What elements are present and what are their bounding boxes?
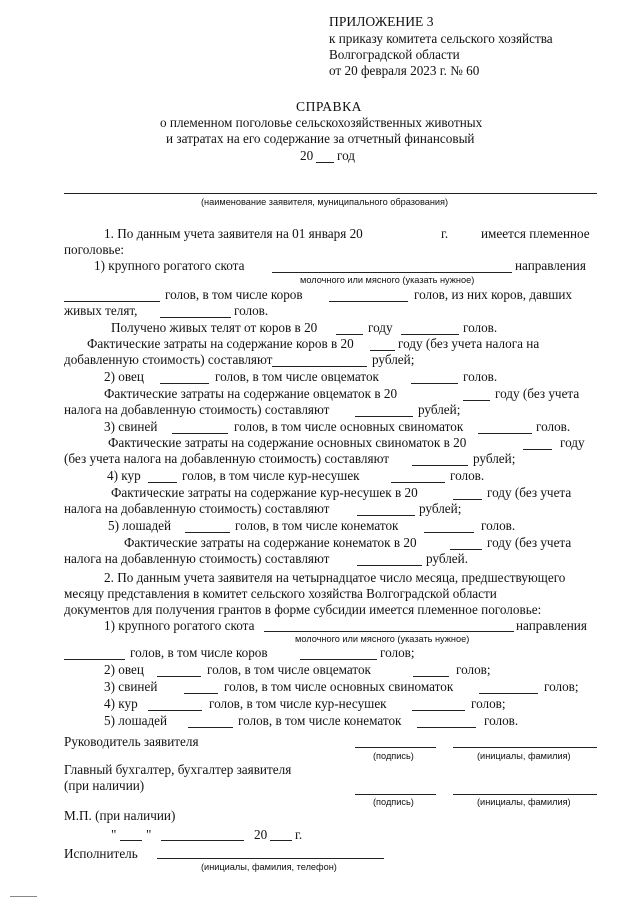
s2-horses-c: голов. [484,713,519,728]
s1-hens-b: голов, в том числе кур-несушек [182,468,360,483]
s1-hens-cost-a: Фактические затраты на содержание кур-несушек в 20 [111,485,418,500]
accountant-label-1: Главный бухгалтер, бухгалтер заявителя [64,762,292,777]
s1-calves-b: году [368,320,393,335]
s1-mares-field[interactable] [424,532,474,533]
head-signature-caption: (подпись) [373,751,414,761]
document-title: СПРАВКА [296,99,362,114]
s1-cows-cost-d: рублей; [372,352,415,367]
s2-mares-field[interactable] [417,727,476,728]
footnote-divider [10,896,37,897]
appendix-region: Волгоградской области [329,47,460,62]
s2-hens-c: голов; [471,696,506,711]
executor-caption: (инициалы, фамилия, телефон) [201,862,337,872]
date-close-quote: " [146,827,152,842]
s1-hens-cost-year-field[interactable] [453,499,482,500]
applicant-name-field[interactable] [64,193,597,194]
s2-horses-b: голов, в том числе конематок [238,713,402,728]
seal-label: М.П. (при наличии) [64,808,176,823]
s2-intro-a: 2. По данным учета заявителя на четырнадцатое число месяца, предшествующего [104,570,566,585]
s1-cattle-direction-field[interactable] [272,272,512,273]
s1-sheep-cost-a: Фактические затраты на содержание овцематок в 20 [104,386,398,401]
s1-ewes-field[interactable] [411,383,458,384]
s1-pigs-cost-c: (без учета налога на добавленную стоимость) составляют [64,451,390,466]
s1-horses-cost-d: рублей. [426,551,469,566]
s1-pigs-cost-year-field[interactable] [523,449,552,450]
s1-pigs-b: голов, в том числе основных свиноматок [234,419,464,434]
s1-cows-field[interactable] [329,301,408,302]
s1-sheep-cost-b: году (без учета [495,386,580,401]
executor-label: Исполнитель [64,846,138,861]
s1-cows-cost-year-field[interactable] [370,350,395,351]
s1-heads-d: голов. [234,303,269,318]
s1-intro-d: поголовье: [64,242,125,257]
s1-calves-a: Получено живых телят от коров в 20 [111,320,318,335]
s1-heads-b: голов, из них коров, давших [414,287,572,302]
s2-cattle-direction-field[interactable] [264,631,514,632]
s2-cows-field[interactable] [300,659,377,660]
accountant-initials-field[interactable] [453,794,597,795]
title-year-suffix: год [337,148,356,163]
s2-pigs-heads-field[interactable] [184,693,218,694]
s1-horses-cost-c: налога на добавленную стоимость) составляют [64,551,330,566]
s2-heads-a: голов, в том числе коров [130,645,268,660]
s1-cattle-heads-field[interactable] [64,301,160,302]
s1-cows-calved-field[interactable] [160,317,231,318]
s1-horses-cost-b: году (без учета [487,535,572,550]
head-signature-label: Руководитель заявителя [64,734,199,749]
s1-sheep-cost-amount-field[interactable] [355,416,413,417]
head-signature-field[interactable] [355,747,436,748]
s1-intro-a: 1. По данным учета заявителя на 01 января 20 [104,226,363,241]
appendix-date: от 20 февраля 2023 г. № 60 [329,63,480,78]
s1-sheep-a: 2) овец [104,369,144,384]
s1-pigs-cost-a: Фактические затраты на содержание основных свиноматок в 20 [108,435,467,450]
s2-hens-b: голов, в том числе кур-несушек [209,696,387,711]
date-year-prefix: 20 [254,827,268,842]
appendix-number: ПРИЛОЖЕНИЕ 3 [329,14,434,29]
s2-cattle-heads-field[interactable] [64,659,125,660]
s1-pigs-cost-d: рублей; [473,451,516,466]
s2-horses-heads-field[interactable] [188,727,233,728]
s1-horses-c: голов. [481,518,516,533]
date-month-field[interactable] [161,840,244,841]
s2-cattle-b: направления [516,618,587,633]
s2-sheep-c: голов; [456,662,491,677]
s2-pigs-c: голов; [544,679,579,694]
s1-hens-cost-b: году (без учета [487,485,572,500]
executor-field[interactable] [157,858,384,859]
title-line-1: о племенном поголовье сельскохозяйственных животных [160,115,483,130]
s2-cattle-a: 1) крупного рогатого скота [104,618,255,633]
s1-heads-a: голов, в том числе коров [165,287,303,302]
accountant-label-2: (при наличии) [64,778,145,793]
s1-horses-cost-year-field[interactable] [450,549,482,550]
s1-pigs-a: 3) свиней [104,419,158,434]
s1-calves-year-field[interactable] [336,334,363,335]
s2-sheep-a: 2) овец [104,662,144,677]
applicant-caption: (наименование заявителя, муниципального образования) [201,197,449,207]
s1-horses-cost-a: Фактические затраты на содержание конематок в 20 [124,535,417,550]
s1-hens-cost-c: налога на добавленную стоимость) составляют [64,501,330,516]
s2-sheep-b: голов, в том числе овцематок [207,662,371,677]
s1-sheep-heads-field[interactable] [160,383,209,384]
accountant-signature-field[interactable] [355,794,436,795]
s1-laying-hens-field[interactable] [391,482,445,483]
s1-pigs-cost-amount-field[interactable] [412,465,468,466]
date-open-quote: " [111,827,117,842]
s1-sheep-cost-d: рублей; [418,402,461,417]
s2-sheep-heads-field[interactable] [157,676,201,677]
s1-cattle-a: 1) крупного рогатого скота [94,258,245,273]
date-day-field[interactable] [120,840,142,841]
s2-laying-hens-field[interactable] [412,710,465,711]
s1-horses-cost-amount-field[interactable] [357,565,422,566]
s1-calves-count-field[interactable] [401,334,459,335]
title-line-2: и затратах на его содержание за отчетный финансовый [166,131,475,146]
title-year-blank[interactable] [316,162,334,163]
head-initials-caption: (инициалы, фамилия) [477,751,571,761]
s1-pigs-cost-b: году [560,435,585,450]
s1-pigs-c: голов. [536,419,571,434]
s1-cows-cost-b: году (без учета налога на [398,336,540,351]
s1-hens-cost-d: рублей; [419,501,462,516]
s1-sheep-cost-year-field[interactable] [463,400,490,401]
s1-hens-heads-field[interactable] [148,482,177,483]
accountant-initials-caption: (инициалы, фамилия) [477,797,571,807]
s1-intro-b: г. [441,226,449,241]
s1-cows-cost-c: добавленную стоимость) составляют [64,352,273,367]
s2-pigs-a: 3) свиней [104,679,158,694]
s1-intro-c: имеется племенное [481,226,590,241]
s1-pigs-heads-field[interactable] [172,433,228,434]
s1-hens-a: 4) кур [107,468,141,483]
s1-cows-cost-amount-field[interactable] [272,366,367,367]
s2-intro-b: месяцу представления в комитет сельского хозяйства Волгоградской области [64,586,497,601]
s1-sows-field[interactable] [478,433,532,434]
head-initials-field[interactable] [453,747,597,748]
s2-intro-c: документов для получения грантов в форме субсидии имеется племенное поголовье: [64,602,542,617]
s1-horses-heads-field[interactable] [185,532,230,533]
s2-cattle-caption: молочного или мясного (указать нужное) [295,634,470,644]
accountant-signature-caption: (подпись) [373,797,414,807]
s2-horses-a: 5) лошадей [104,713,168,728]
s1-cattle-caption: молочного или мясного (указать нужное) [300,275,475,285]
s2-hens-heads-field[interactable] [148,710,202,711]
date-year-field[interactable] [270,840,292,841]
s1-heads-c: живых телят, [64,303,138,318]
s1-calves-c: голов. [463,320,498,335]
appendix-order: к приказу комитета сельского хозяйства [329,31,553,46]
title-year-prefix: 20 [300,148,314,163]
s1-sheep-cost-c: налога на добавленную стоимость) составляют [64,402,330,417]
s1-horses-a: 5) лошадей [108,518,172,533]
s2-ewes-field[interactable] [413,676,449,677]
s2-heads-b: голов; [380,645,415,660]
s1-cows-cost-a: Фактические затраты на содержание коров в 20 [87,336,354,351]
s2-sows-field[interactable] [479,693,538,694]
s1-hens-c: голов. [450,468,485,483]
s1-hens-cost-amount-field[interactable] [357,515,415,516]
s1-horses-b: голов, в том числе конематок [235,518,399,533]
date-year-suffix: г. [295,827,303,842]
s1-cattle-b: направления [515,258,586,273]
s1-sheep-c: голов. [463,369,498,384]
s2-hens-a: 4) кур [104,696,138,711]
s2-pigs-b: голов, в том числе основных свиноматок [224,679,454,694]
s1-sheep-b: голов, в том числе овцематок [215,369,379,384]
